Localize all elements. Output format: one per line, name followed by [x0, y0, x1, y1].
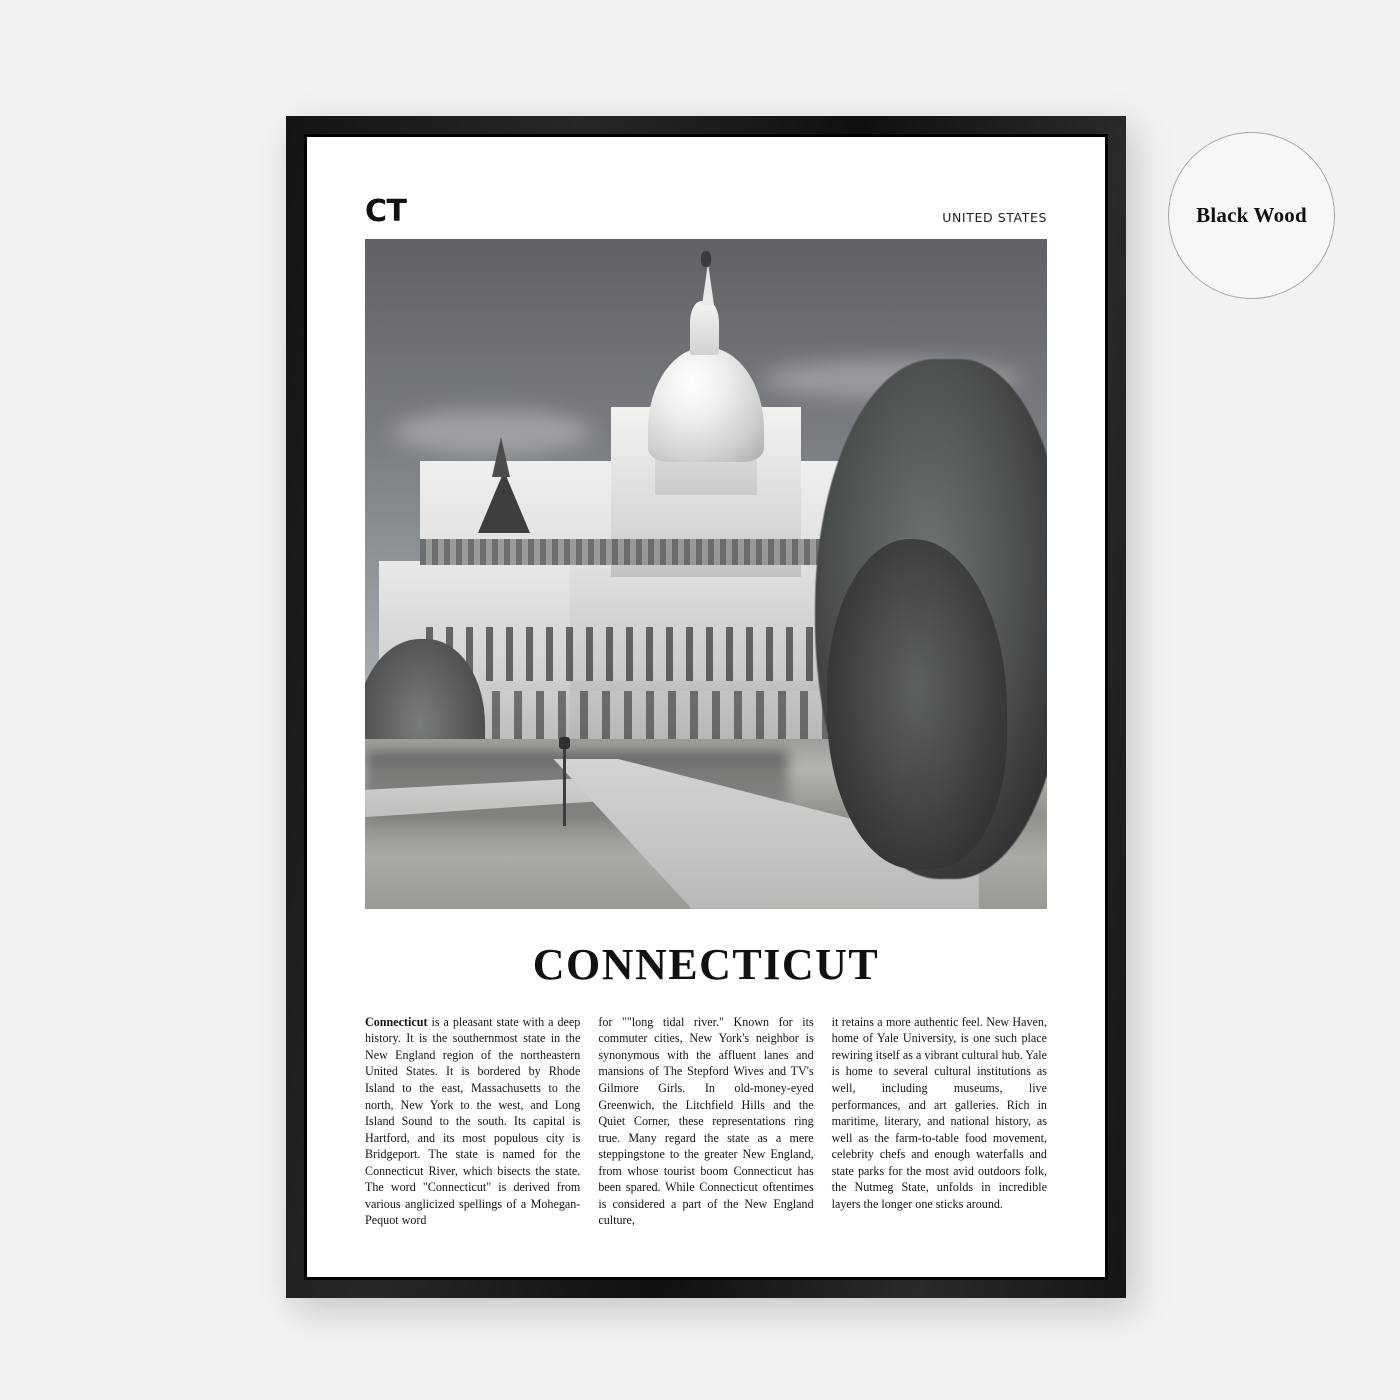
picture-frame: [286, 116, 1126, 1298]
state-code: CT: [365, 194, 407, 229]
roof-spire-left: [492, 437, 510, 477]
body-text-2: for ""long tidal river." Known for its commuter cities, New York's neighbor is synonymous with the affluent lanes and mansions of The Stepford Wives and TV's Gilmore Girls. In old-money-eyed Greenwich, the Litchfield Hills and the Quiet Corner, these representations ring true. Many regard the state as a mere steppingstone to the greater New England, from whose tourist boom Connecticut has been spared. While Connecticut oftentimes is considered a part of the New England culture,: [598, 1014, 814, 1228]
lamppost-lantern: [559, 737, 570, 749]
body-column-3: [832, 1014, 1047, 1229]
body-text-3: it retains a more authentic feel. New Haven, home of Yale University, is one such place rewiring itself as a vibrant cultural hub. Yale is home to several cultural institutions as well, including museums, live performances, and art galleries. Rich in maritime, literary, and national history, as well as the farm-to-table food movement, celebrity chefs and enough waterfalls and state parks for the most avid outdoors folk, the Nutmeg State, unfolds in incredible layers the longer one sticks around.: [831, 1014, 1047, 1211]
dome-spire: [702, 263, 714, 305]
dome-cupola: [690, 301, 719, 355]
poster-photo: [365, 239, 1047, 909]
frame-bevel: [304, 134, 1108, 1280]
badge-ring: [1175, 139, 1328, 292]
body-column-1: [365, 1014, 580, 1229]
poster-title: CONNECTICUT: [532, 939, 880, 989]
body-column-2: [598, 1014, 813, 1229]
country-label: UNITED STATES: [942, 209, 1047, 225]
badge-label: Black Wood: [1196, 203, 1307, 227]
dome-statue: [701, 251, 711, 267]
poster-header: [365, 194, 1047, 229]
poster-mat: [307, 137, 1105, 1277]
lamppost-pole: [563, 744, 566, 826]
poster-body: [365, 1014, 1047, 1229]
material-badge: [1168, 132, 1335, 299]
body-text-1: is a pleasant state with a deep history. It is the southernmost state in the New England region of the northeastern United States. It is bordered by Rhode Island to the east, Massachusetts to the north, New York to the west, and Long Island Sound to the south. Its capital is Hartford, and its most populous city is Bridgeport. The state is named for the Connecticut River, which bisects the state. The word "Connecticut" is derived from various anglicized spellings of a Mohegan-Pequot word: [365, 1014, 581, 1228]
body-lead-word: Connecticut: [365, 1014, 428, 1029]
roof-turret-left: [478, 471, 530, 533]
